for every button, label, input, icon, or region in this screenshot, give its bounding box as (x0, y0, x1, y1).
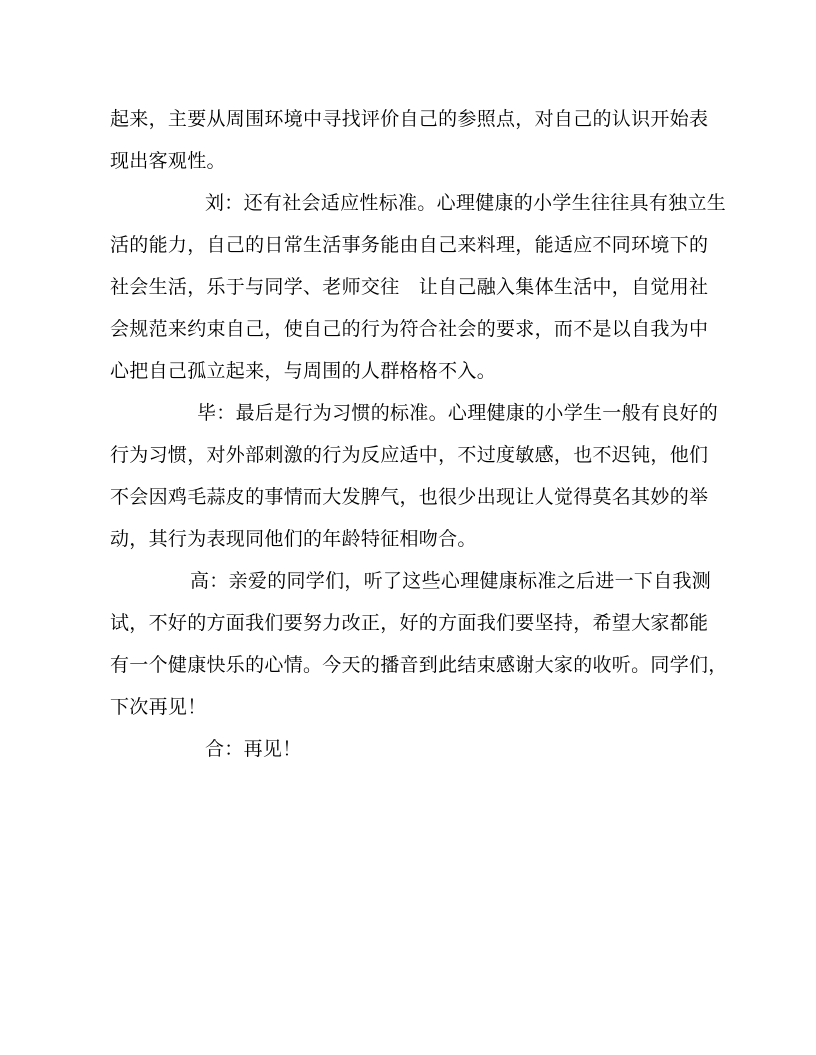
text-line: 社会生活，乐于与同学、老师交往 让自己融入集体生活中，自觉用社 (110, 276, 709, 298)
text-line: 高：亲爱的同学们，听了这些心理健康标准之后进一下自我测 (190, 570, 712, 592)
text-line: 不会因鸡毛蒜皮的事情而大发脾气，也很少出现让人觉得莫名其妙的举 (110, 486, 709, 508)
text-line: 刘：还有社会适应性标准。心理健康的小学生往往具有独立生 (205, 192, 727, 214)
text-line: 现出客观性。 (110, 150, 226, 172)
text-line: 毕：最后是行为习惯的标准。心理健康的小学生一般有良好的 (197, 402, 719, 424)
text-line: 起来，主要从周围环境中寻找评价自己的参照点，对自己的认识开始表 (110, 108, 709, 130)
text-line: 有一个健康快乐的心情。今天的播音到此结束感谢大家的收听。同学们， (110, 654, 728, 676)
text-line: 试，不好的方面我们要努力改正，好的方面我们要坚持，希望大家都能 (110, 612, 709, 634)
text-line: 动，其行为表现同他们的年龄特征相吻合。 (110, 528, 477, 550)
text-line: 心把自己孤立起来，与周围的人群格格不入。 (110, 360, 497, 382)
text-line: 合：再见！ (205, 738, 302, 760)
text-line: 行为习惯，对外部刺激的行为反应适中，不过度敏感，也不迟钝，他们 (110, 444, 709, 466)
text-line: 下次再见！ (110, 696, 207, 718)
text-line: 活的能力，自己的日常生活事务能由自己来料理，能适应不同环境下的 (110, 234, 709, 256)
text-line: 会规范来约束自己，使自己的行为符合社会的要求，而不是以自我为中 (110, 318, 709, 340)
